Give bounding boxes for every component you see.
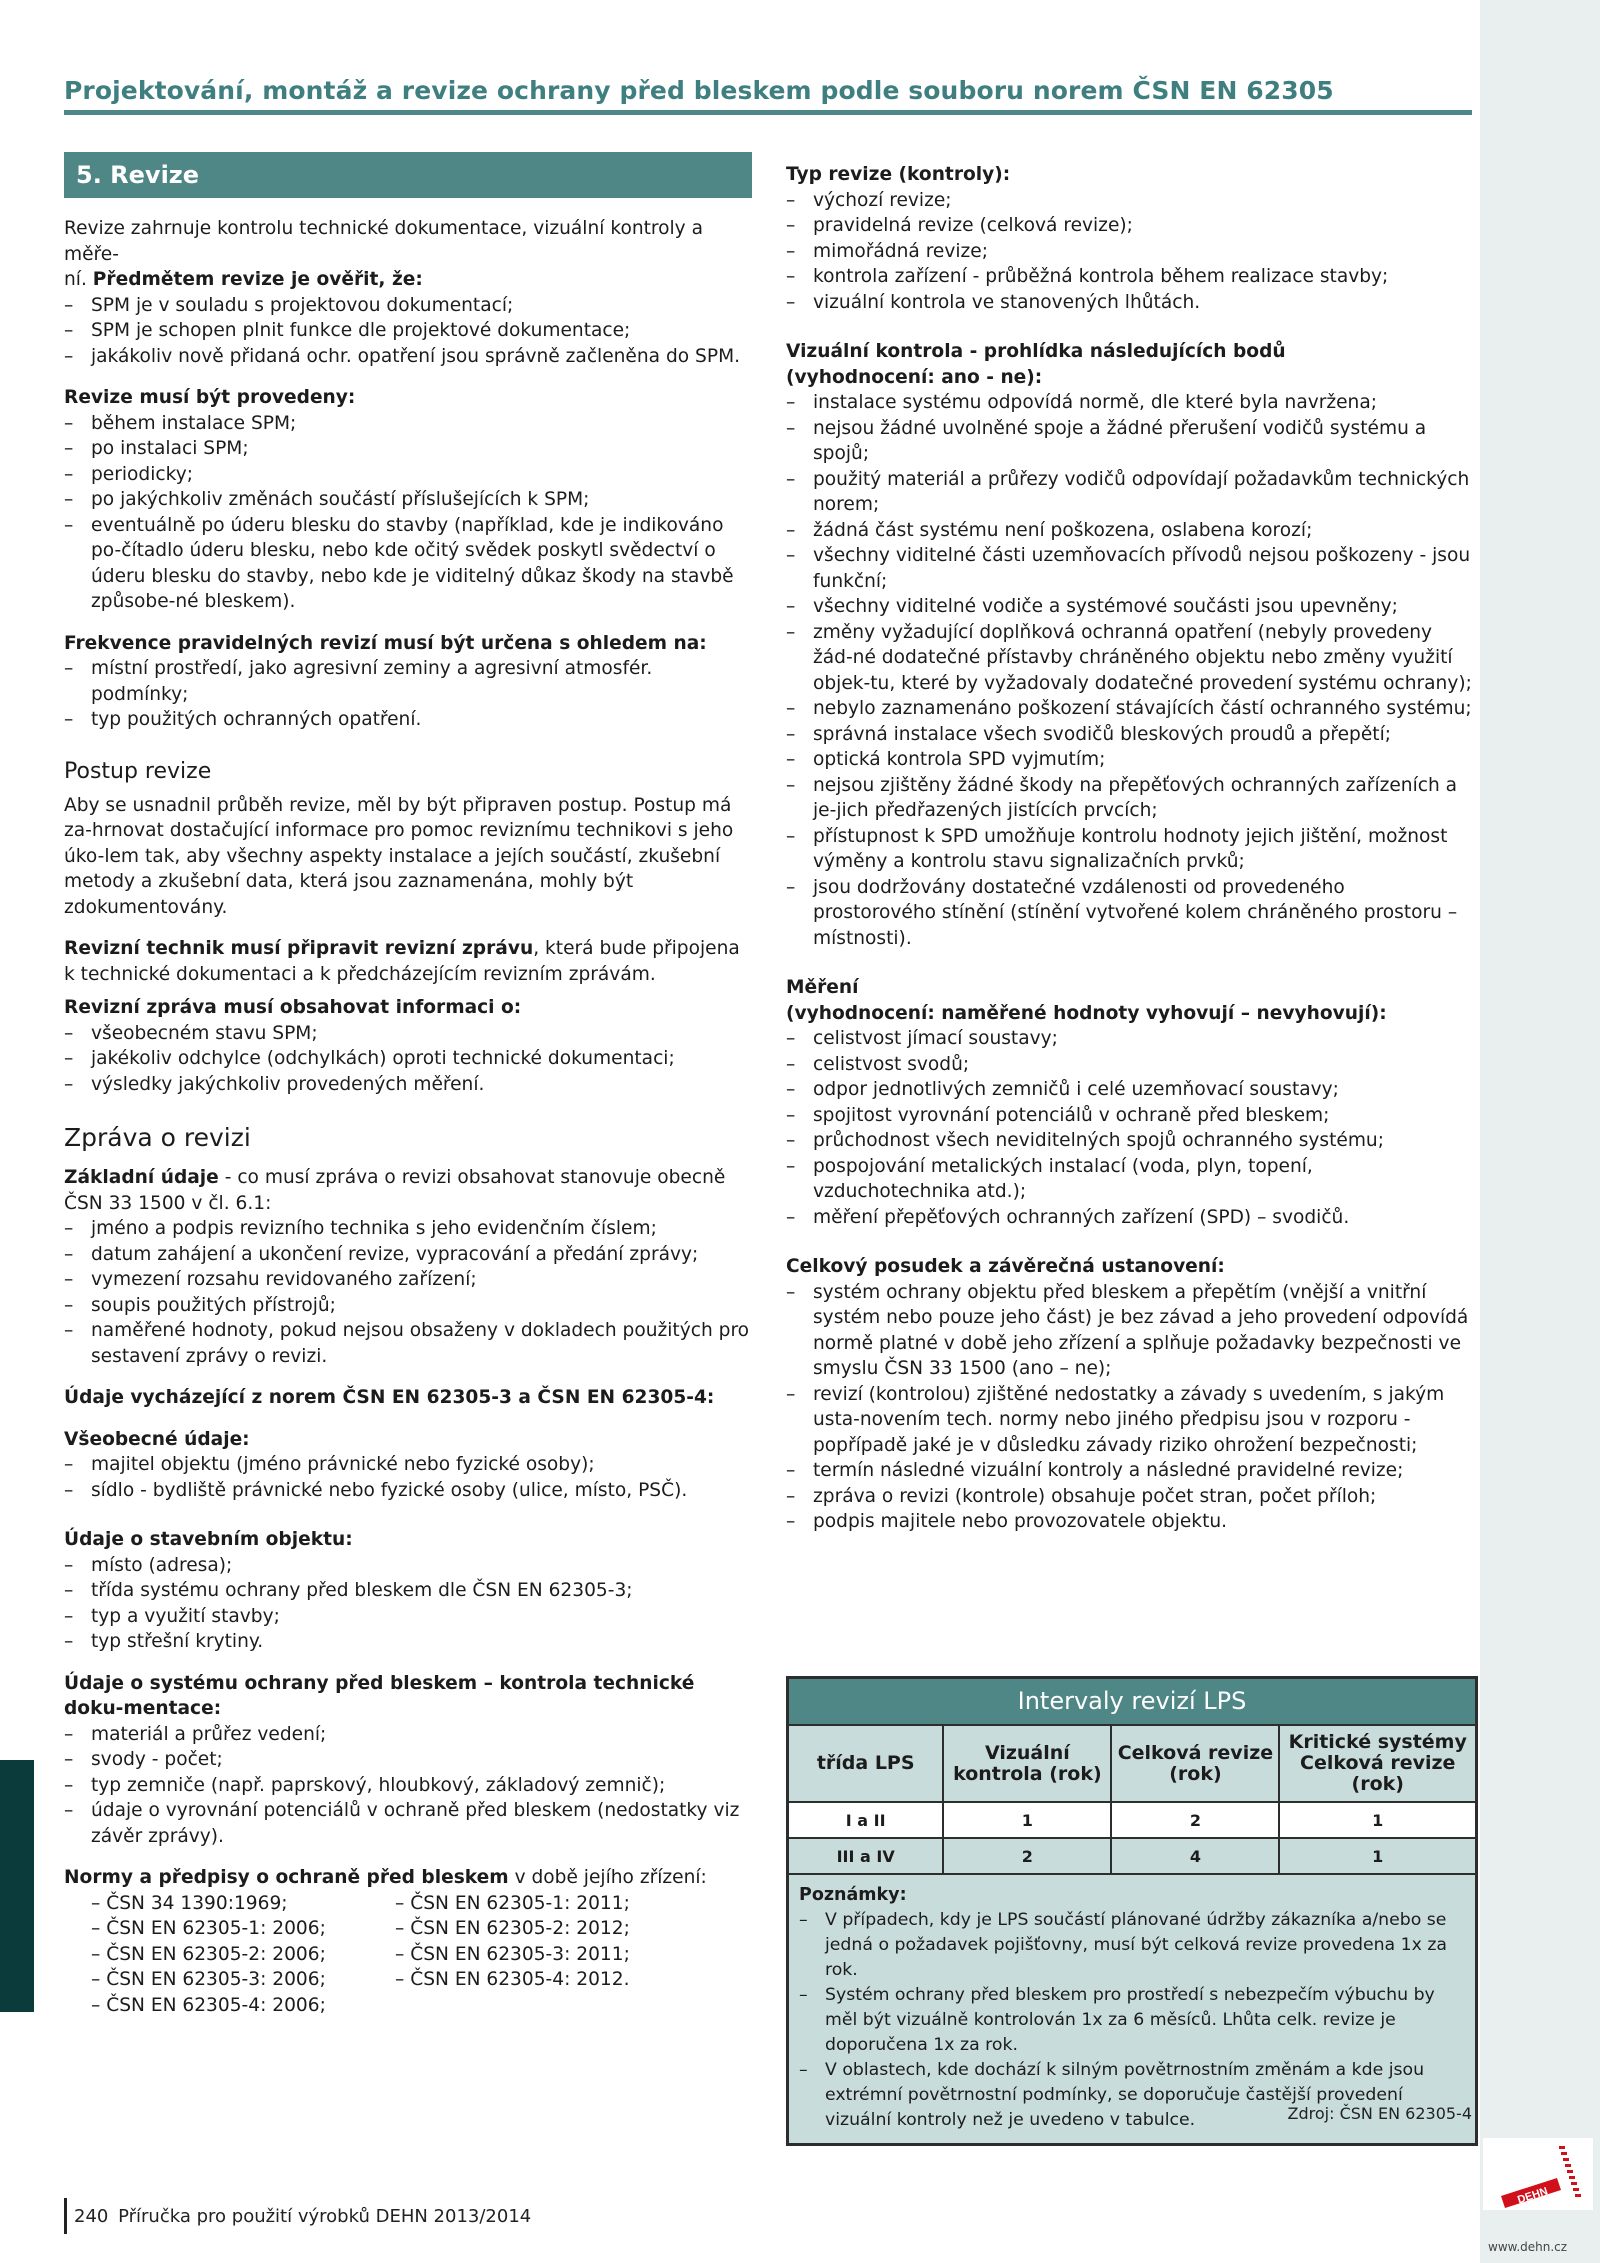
dehn-logo: [1483, 2138, 1593, 2210]
inspection-type-heading: Typ revize (kontroly):: [786, 164, 1011, 185]
list-item: – typ a využití stavby;: [64, 1604, 752, 1630]
list-item: – použitý materiál a průřezy vodičů odpovídají požadavkům technických norem;: [786, 467, 1472, 518]
right-margin-strip: [1480, 0, 1600, 2263]
list-item: – datum zahájení a ukončení revize, vypracování a předání zprávy;: [64, 1242, 752, 1268]
list-item: – majitel objektu (jméno právnické nebo fyzické osoby);: [64, 1452, 752, 1478]
page-number: 240: [74, 2206, 109, 2227]
list-item: – vizuální kontrola ve stanovených lhůtách.: [786, 290, 1472, 316]
technik-paragraph: [64, 936, 752, 987]
dehn-logo-icon: [1483, 2138, 1593, 2210]
footer-divider: [64, 2198, 67, 2234]
frequency-list: [64, 656, 752, 733]
visual-check-heading-2: (vyhodnocení: ano - ne):: [786, 366, 1043, 388]
table-header-cell: třída LPS: [789, 1726, 943, 1802]
left-edge-accent: [0, 1760, 34, 2012]
list-item: – nebylo zaznamenáno poškození stávajících částí ochranného systému;: [786, 696, 1472, 722]
list-item: – místo (adresa);: [64, 1553, 752, 1579]
list-item: – SPM je v souladu s projektovou dokumentací;: [64, 293, 752, 319]
verify-list: [64, 293, 752, 370]
list-item: – ČSN EN 62305-2: 2006;: [91, 1942, 395, 1968]
section-title: 5. Revize: [64, 152, 752, 198]
intervals-table-box: [786, 1676, 1478, 2146]
list-item: – periodicky;: [64, 462, 752, 488]
list-item: – přístupnost k SPD umožňuje kontrolu hodnoty jejich jištění, možnost výměny a kontrolu stavu signalizačních prvků;: [786, 824, 1472, 875]
list-item: – odpor jednotlivých zemničů i celé uzemňovací soustavy;: [786, 1077, 1472, 1103]
lps-system-heading: Údaje o systému ochrany před bleskem – kontrola technické doku-mentace:: [64, 1672, 695, 1719]
list-item: – změny vyžadující doplňková ochranná opatření (nebyly provedeny žád-né dodatečné přístavby chráněného objektu nebo změny využití objek-tu, které by vyžadovaly dodatečné provedení systému ochrany);: [786, 620, 1472, 697]
list-item: – výsledky jakýchkoliv provedených měření.: [64, 1072, 752, 1098]
footer-title: Příručka pro použití výrobků DEHN 2013/2014: [118, 2206, 532, 2227]
report-heading: Zpráva o revizi: [64, 1123, 251, 1152]
list-item: – SPM je schopen plnit funkce dle projektové dokumentace;: [64, 318, 752, 344]
table-cell: 1: [1279, 1802, 1475, 1838]
measurement-heading-2: (vyhodnocení: naměřené hodnoty vyhovují – nevyhovují):: [786, 1002, 1387, 1024]
norms-column-2: [395, 1891, 630, 2019]
frequency-heading: Frekvence pravidelných revizí musí být určena s ohledem na:: [64, 632, 707, 654]
list-item: – po jakýchkoliv změnách součástí příslušejících k SPM;: [64, 487, 752, 513]
table-cell: 2: [1111, 1802, 1279, 1838]
norms-bold: Normy a předpisy o ochraně před bleskem: [64, 1867, 509, 1888]
list-item: – celistvost jímací soustavy;: [786, 1026, 1472, 1052]
measurement-heading-1: Měření: [786, 977, 859, 998]
list-item: – svody - počet;: [64, 1747, 752, 1773]
list-item: – všeobecném stavu SPM;: [64, 1021, 752, 1047]
footer: [74, 2206, 531, 2227]
postup-heading: Postup revize: [64, 758, 212, 784]
right-column: [786, 162, 1472, 1535]
table-cell: 2: [943, 1838, 1111, 1874]
assessment-list: [786, 1280, 1472, 1535]
table-cell: I a II: [789, 1802, 943, 1838]
list-item: – kontrola zařízení - průběžná kontrola během realizace stavby;: [786, 264, 1472, 290]
general-data-heading: Všeobecné údaje:: [64, 1428, 250, 1450]
assessment-heading: Celkový posudek a závěrečná ustanovení:: [786, 1256, 1225, 1277]
list-item: – ČSN EN 62305-2: 2012;: [395, 1916, 630, 1942]
list-item: – mimořádná revize;: [786, 239, 1472, 265]
norms-columns: [64, 1891, 752, 2019]
list-item: – ČSN EN 62305-1: 2011;: [395, 1891, 630, 1917]
list-item: – instalace systému odpovídá normě, dle které byla navržena;: [786, 390, 1472, 416]
table-cell: III a IV: [789, 1838, 943, 1874]
list-item: – systém ochrany objektu před bleskem a přepětím (vnější a vnitřní systém nebo pouze jeho část) je bez závad a jeho provedení odpovídá normě platné v době jeho zřízení a splňuje požadavky bezpečnosti ve smyslu ČSN 33 1500 (ano – ne);: [786, 1280, 1472, 1382]
intervals-table: [789, 1726, 1475, 1875]
table-row: [789, 1802, 1475, 1838]
list-item: – ČSN EN 62305-3: 2006;: [91, 1967, 395, 1993]
basic-data-paragraph: [64, 1165, 752, 1216]
when-list: [64, 411, 752, 615]
list-item: – všechny viditelné části uzemňovacích přívodů nejsou poškozeny - jsou funkční;: [786, 543, 1472, 594]
list-item: – nejsou žádné uvolněné spoje a žádné přerušení vodičů systému a spojů;: [786, 416, 1472, 467]
report-info-heading: Revizní zpráva musí obsahovat informaci o:: [64, 997, 522, 1018]
basic-data-bold: Základní údaje: [64, 1167, 219, 1188]
norms-paragraph: [64, 1865, 752, 1891]
list-item: – výchozí revize;: [786, 188, 1472, 214]
list-item: – třída systému ochrany před bleskem dle ČSN EN 62305-3;: [64, 1578, 752, 1604]
list-item: – celistvost svodů;: [786, 1052, 1472, 1078]
header-rule: [64, 110, 1472, 115]
building-data-list: [64, 1553, 752, 1655]
list-item: – jakákoliv nově přidaná ochr. opatření jsou správně začleněna do SPM.: [64, 344, 752, 370]
page-header-title: Projektování, montáž a revize ochrany před bleskem podle souboru norem ČSN EN 62305: [64, 76, 1334, 105]
list-item: – Systém ochrany před bleskem pro prostředí s nebezpečím výbuchu by měl být vizuálně kontrolován 1x za 6 měsíců. Lhůta celk. revize je doporučena 1x za rok.: [799, 1983, 1465, 2058]
notes-heading: Poznámky:: [799, 1885, 907, 1905]
list-item: – nejsou zjištěny žádné škody na přepěťových ochranných zařízeních a je-jich předřazených jistících prvcích;: [786, 773, 1472, 824]
postup-text: Aby se usnadnil průběh revize, měl by být připraven postup. Postup má za-hrnovat dostačující informace pro pomoc reviznímu technikovi s jeho úko-lem tak, aby všechny aspekty instalace a jejích součástí, zkušební metody a zkušební data, která jsou zaznamenána, mohly být zdokumentovány.: [64, 794, 734, 918]
basic-data-rest: - co musí zpráva o revizi obsahovat stanovuje obecně ČSN 33 1500 v čl. 6.1:: [64, 1167, 726, 1214]
list-item: – typ použitých ochranných opatření.: [64, 707, 752, 733]
list-item: – všechny viditelné vodiče a systémové součásti jsou upevněny;: [786, 594, 1472, 620]
list-item: – V oblastech, kde dochází k silným povětrnostním změnám a kde jsou extrémní povětrnostní podmínky, se doporučuje častější provedení vizuální kontroly než je uvedeno v tabulce.: [799, 2058, 1465, 2133]
list-item: – termín následné vizuální kontroly a následné pravidelné revize;: [786, 1458, 1472, 1484]
building-data-heading: Údaje o stavebním objektu:: [64, 1529, 353, 1550]
table-header-row: [789, 1726, 1475, 1802]
table-header-cell: Kritické systémy Celková revize (rok): [1279, 1726, 1475, 1802]
table-source: Zdroj: ČSN EN 62305-4: [1287, 2104, 1472, 2123]
table-cell: 4: [1111, 1838, 1279, 1874]
intro-verify-heading: Předmětem revize je ověřit, že:: [92, 269, 423, 290]
list-item: – naměřené hodnoty, pokud nejsou obsaženy v dokladech použitých pro sestavení zprávy o revizi.: [64, 1318, 752, 1369]
norms-column-1: [91, 1891, 395, 2019]
list-item: – pravidelná revize (celková revize);: [786, 213, 1472, 239]
when-heading: Revize musí být provedeny:: [64, 387, 356, 408]
norm-data-heading: Údaje vycházející z norem ČSN EN 62305-3 a ČSN EN 62305-4:: [64, 1387, 715, 1408]
general-data-list: [64, 1452, 752, 1503]
list-item: – materiál a průřez vedení;: [64, 1722, 752, 1748]
table-header-cell: Celková revize (rok): [1111, 1726, 1279, 1802]
list-item: – jakékoliv odchylce (odchylkách) oproti technické dokumentaci;: [64, 1046, 752, 1072]
list-item: – soupis použitých přístrojů;: [64, 1293, 752, 1319]
list-item: – údaje o vyrovnání potenciálů v ochraně před bleskem (nedostatky viz závěr zprávy).: [64, 1798, 752, 1849]
table-notes: [789, 1875, 1475, 2143]
list-item: – optická kontrola SPD vyjmutím;: [786, 747, 1472, 773]
list-item: – V případech, kdy je LPS součástí plánované údržby zákazníka a/nebo se jedná o požadavek pojišťovny, musí být celková revize provedena 1x za rok.: [799, 1908, 1465, 1983]
list-item: – žádná část systému není poškozena, oslabena korozí;: [786, 518, 1472, 544]
technik-rest: , která bude připojena k technické dokumentaci a k předcházejícím revizním zprávám.: [64, 938, 740, 985]
lps-system-list: [64, 1722, 752, 1850]
list-item: – sídlo - bydliště právnické nebo fyzické osoby (ulice, místo, PSČ).: [64, 1478, 752, 1504]
basic-data-list: [64, 1216, 752, 1369]
list-item: – jsou dodržovány dostatečné vzdálenosti od provedeného prostorového stínění (stínění vytvořené kolem chráněného prostoru – místnosti).: [786, 875, 1472, 952]
list-item: – podpis majitele nebo provozovatele objektu.: [786, 1509, 1472, 1535]
list-item: – ČSN EN 62305-4: 2012.: [395, 1967, 630, 1993]
list-item: – po instalaci SPM;: [64, 436, 752, 462]
list-item: – správná instalace všech svodičů bleskových proudů a přepětí;: [786, 722, 1472, 748]
list-item: – typ střešní krytiny.: [64, 1629, 752, 1655]
norms-rest: v době jejího zřízení:: [508, 1867, 707, 1888]
list-item: – ČSN EN 62305-1: 2006;: [91, 1916, 395, 1942]
list-item: – revizí (kontrolou) zjištěné nedostatky a závady s uvedením, s jakým usta-novením tech. normy nebo jiného předpisu jsou v rozporu - popřípadě jaké je v důsledku závady riziko ohrožení bezpečnosti;: [786, 1382, 1472, 1459]
list-item: – eventuálně po úderu blesku do stavby (například, kde je indikováno po-čítadlo úderu blesku, nebo kde očitý svědek poskytl svědectví o úderu blesku do stavby, nebo kde je viditelný důkaz škody na stavbě způsobe-né bleskem).: [64, 513, 752, 615]
list-item: – ČSN 34 1390:1969;: [91, 1891, 395, 1917]
intro-line-1: Revize zahrnuje kontrolu technické dokumentace, vizuální kontroly a měře-: [64, 218, 703, 265]
list-item: – typ zemniče (např. paprskový, hloubkový, základový zemnič);: [64, 1773, 752, 1799]
footer-url: www.dehn.cz: [1488, 2240, 1568, 2254]
report-info-list: [64, 1021, 752, 1098]
table-cell: 1: [1279, 1838, 1475, 1874]
list-item: – jméno a podpis revizního technika s jeho evidenčním číslem;: [64, 1216, 752, 1242]
visual-check-heading-1: Vizuální kontrola - prohlídka následujících bodů: [786, 341, 1286, 362]
table-header-cell: Vizuální kontrola (rok): [943, 1726, 1111, 1802]
list-item: – vymezení rozsahu revidovaného zařízení;: [64, 1267, 752, 1293]
inspection-type-list: [786, 188, 1472, 316]
measurement-list: [786, 1026, 1472, 1230]
table-cell: 1: [943, 1802, 1111, 1838]
intro-line-2: [64, 267, 752, 293]
left-column: [64, 152, 752, 2018]
list-item: – měření přepěťových ochranných zařízení (SPD) – svodičů.: [786, 1205, 1472, 1231]
svg-text:DEHN: DEHN: [1516, 2185, 1550, 2207]
technik-bold: Revizní technik musí připravit revizní zprávu: [64, 938, 534, 959]
table-row: [789, 1838, 1475, 1874]
list-item: – ČSN EN 62305-3: 2011;: [395, 1942, 630, 1968]
list-item: – pospojování metalických instalací (voda, plyn, topení, vzduchotechnika atd.);: [786, 1154, 1472, 1205]
list-item: – spojitost vyrovnání potenciálů v ochraně před bleskem;: [786, 1103, 1472, 1129]
list-item: – průchodnost všech neviditelných spojů ochranného systému;: [786, 1128, 1472, 1154]
list-item: – místní prostředí, jako agresivní zeminy a agresivní atmosfér. podmínky;: [64, 656, 752, 707]
notes-list: [799, 1908, 1465, 2133]
list-item: – během instalace SPM;: [64, 411, 752, 437]
list-item: – ČSN EN 62305-4: 2006;: [91, 1993, 395, 2019]
intro-text: ní.: [64, 269, 93, 290]
visual-check-list: [786, 390, 1472, 951]
intervals-table-title: Intervaly revizí LPS: [789, 1679, 1475, 1726]
list-item: – zpráva o revizi (kontrole) obsahuje počet stran, počet příloh;: [786, 1484, 1472, 1510]
